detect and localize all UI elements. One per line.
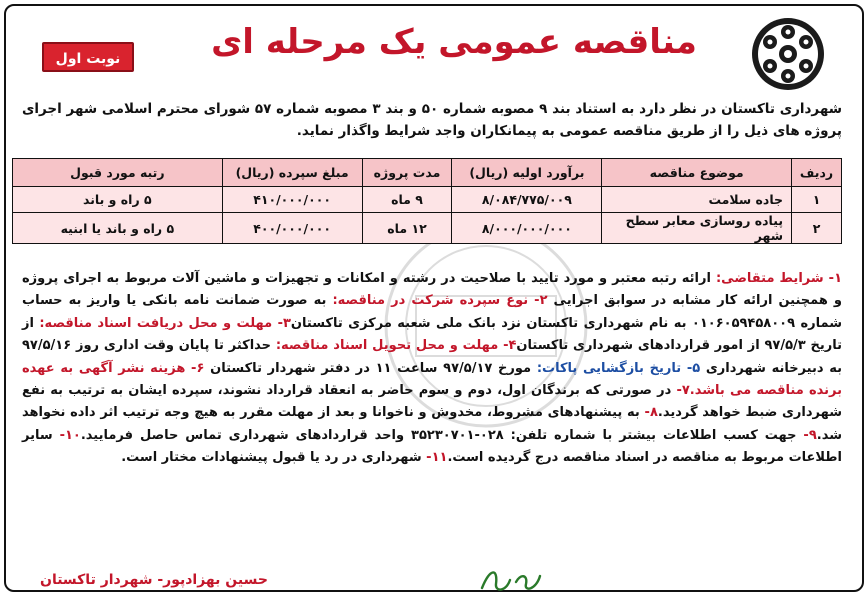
cell-grade: ۵ راه و باند — [13, 187, 223, 213]
cell-subject: جاده سلامت — [602, 187, 792, 213]
cell-estimate: ۸/۰۸۴/۷۷۵/۰۰۹ — [452, 187, 602, 213]
conditions-body — [22, 268, 842, 470]
page-title: مناقصه عمومی یک مرحله ای — [211, 22, 697, 62]
condition-11-label: ۱۱- — [426, 450, 448, 466]
municipality-logo-icon — [750, 16, 826, 92]
condition-4-label: ۴- مهلت و محل تحویل اسناد مناقصه: — [275, 338, 517, 354]
condition-9-text: جهت کسب اطلاعات بیشتر با شماره تلفن: ۰۲۸-۳۵۲۳۰۷۰۱ واحد قراردادهای شهرداری تماس حاصل فرمایید. — [80, 427, 804, 443]
condition-10-text: سایر اطلاعات مربوط به مناقصه در اسناد مناقصه درج گردیده است. — [22, 427, 842, 466]
col-header-row-number: ردیف — [792, 159, 842, 187]
edition-badge: نوبت اول — [42, 42, 134, 72]
cell-estimate: ۸/۰۰۰/۰۰۰/۰۰۰ — [452, 213, 602, 244]
col-header-subject: موضوع مناقصه — [602, 159, 792, 187]
condition-1-text: ارائه رتبه معتبر و مورد تایید با صلاحیت در رشته و امکانات و تجهیزات و ماشین آلات مربوط به اجرای پروژه و همچنین ارائه کار مشابه در سوابق اجرایی — [22, 271, 842, 309]
cell-deposit: ۴۱۰/۰۰۰/۰۰۰ — [222, 187, 362, 213]
condition-8-text: به پیشنهادهای مشروط، مخدوش و ناخوانا و بعد از مهلت مقرر به هیچ وجه ترتیب اثر داده نخواهد شد. — [22, 405, 842, 443]
condition-5-text: مورخ ۹۷/۵/۱۷ ساعت ۱۱ در دفتر شهردار تاکستان — [204, 360, 537, 376]
condition-7-text: در صورتی که برندگان اول، دوم و سوم حاضر به انعقاد قرارداد نشوند، سپرده ایشان به ترتیب به نفع شهرداری ضبط خواهد گردید. — [22, 383, 843, 421]
condition-1-label: ۱- شرایط متقاضی: — [715, 271, 842, 286]
condition-7-label: ۷- — [676, 383, 690, 399]
condition-8-label: ۸- — [644, 405, 658, 421]
cell-duration: ۱۲ ماه — [362, 213, 452, 244]
col-header-duration: مدت پروژه — [362, 159, 452, 187]
condition-3-text: از تاریخ ۹۷/۵/۳ از امور قراردادهای شهرداری تاکستان — [22, 315, 843, 354]
condition-3-label: ۳- مهلت و محل دریافت اسناد مناقصه: — [39, 315, 291, 331]
condition-10-label: ۱۰- — [59, 427, 81, 443]
table-row — [13, 213, 842, 244]
cell-grade: ۵ راه و باند یا ابنیه — [13, 213, 223, 244]
intro-paragraph — [22, 98, 842, 142]
intro-text: در نظر دارد به استناد بند ۹ مصوبه شماره ۵۰ و بند ۳ مصوبه شماره ۵۷ شورای محترم اسلامی شهر اجرای پروژه های ذیل را از طریق مناقصه عمومی به پیمانکاران واجد شرایط واگذار نماید. — [22, 101, 842, 139]
cell-deposit: ۴۰۰/۰۰۰/۰۰۰ — [222, 213, 362, 244]
cell-subject: پیاده روسازی معابر سطح شهر — [602, 213, 792, 244]
header — [6, 12, 862, 94]
condition-5-label: ۵- تاریخ بازگشایی پاکات: — [536, 360, 701, 376]
cell-duration: ۹ ماه — [362, 187, 452, 213]
condition-2-label: ۲- نوع سپرده شرکت در مناقصه: — [332, 293, 548, 309]
condition-9-label: ۹- — [803, 427, 817, 443]
handwritten-mark-icon — [476, 562, 546, 596]
table-header-row — [13, 159, 842, 187]
condition-6-label: ۶- هزینه نشر آگهی به عهده برنده مناقصه می باشد. — [22, 360, 842, 399]
col-header-deposit: مبلغ سپرده (ریال) — [222, 159, 362, 187]
cell-row-number: ۲ — [792, 213, 842, 244]
table-row — [13, 187, 842, 213]
condition-2-text: به صورت ضمانت نامه بانکی یا واریز به حساب شماره ۰۱۰۶۰۵۹۴۵۸۰۰۹ به نام شهرداری تاکستان نزد بانک ملی شعبه مرکزی تاکستان — [22, 293, 842, 331]
tender-table — [12, 158, 842, 244]
cell-row-number: ۱ — [792, 187, 842, 213]
col-header-estimate: برآورد اولیه (ریال) — [452, 159, 602, 187]
condition-11-text: شهرداری در رد یا قبول پیشنهادات مختار است. — [121, 450, 427, 466]
col-header-grade: رتبه مورد قبول — [13, 159, 223, 187]
condition-4-text: حداکثر تا پایان وقت اداری روز ۹۷/۵/۱۶ به دبیرخانه شهرداری — [22, 338, 843, 376]
signature: حسین بهزادپور- شهردار تاکستان — [40, 572, 268, 588]
advertisement-frame — [4, 4, 864, 592]
organization-name: شهرداری تاکستان — [721, 101, 843, 117]
